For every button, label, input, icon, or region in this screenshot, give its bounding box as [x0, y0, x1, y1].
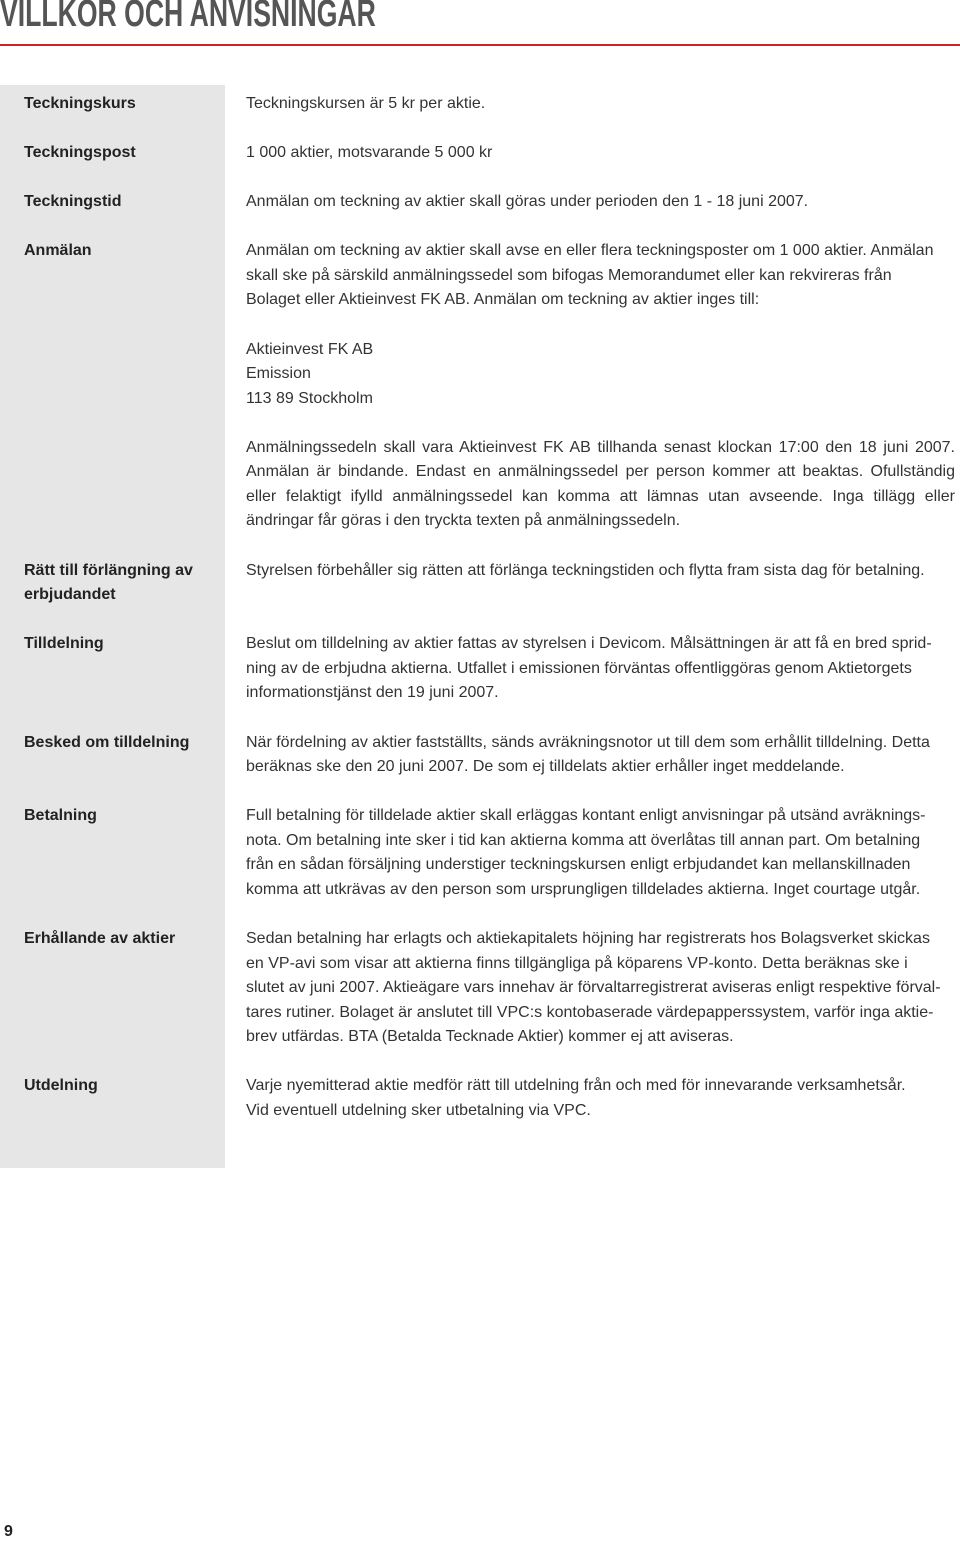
- term-label: Anmälan: [24, 242, 92, 260]
- paragraph: [246, 731, 955, 780]
- text-line: tares rutiner. Bolaget är anslutet till VPC:s kontobaserade värdepapperssystem, varför inga aktie-: [246, 1003, 934, 1021]
- text-line: Styrelsen förbehåller sig rätten att förlänga teckningstiden och flytta fram sista dag för betalning.: [246, 561, 925, 579]
- text-line: brev utfärdas. BTA (Betalda Tecknade Aktier) kommer ej att aviseras.: [246, 1028, 734, 1046]
- term-content: [246, 804, 955, 902]
- text-line: ning av de erbjudna aktierna. Utfallet i emissionen förväntas offentliggöras genom Aktietorgets: [246, 659, 912, 677]
- text-line: Anmälningssedeln skall vara Aktieinvest FK AB tillhanda senast klockan 17:00 den 18 juni 2007.: [246, 438, 955, 456]
- text-line: Bolaget eller Aktieinvest FK AB. Anmälan om teckning av aktier inges till:: [246, 291, 760, 309]
- paragraph: [246, 559, 955, 584]
- address-line: 113 89 Stockholm: [246, 389, 373, 407]
- term-content: [246, 141, 955, 166]
- term-row-tilldelning: [0, 632, 960, 706]
- term-row-teckningskurs: [0, 92, 960, 117]
- term-label: Teckningspost: [24, 144, 136, 162]
- term-content: [246, 731, 955, 780]
- term-row-anmalan: [0, 239, 960, 534]
- paragraph: [246, 1074, 955, 1123]
- text-line: Beslut om tilldelning av aktier fattas av styrelsen i Devicom. Målsättningen är att få en bred sprid-: [246, 635, 932, 653]
- page-number: 9: [4, 1523, 13, 1540]
- paragraph: [246, 190, 955, 215]
- page-title: VILLKOR OCH ANVISNINGAR: [0, 0, 376, 35]
- text-line: beräknas ske den 20 juni 2007. De som ej tilldelats aktier erhåller inget meddelande.: [246, 758, 845, 776]
- text-line: eller felaktigt ifylld anmälningssedel kan komma att lämnas utan avseende. Inga tillägg eller: [246, 487, 955, 505]
- paragraph: [246, 804, 955, 902]
- text-line: Anmälan om teckning av aktier skall göras under perioden den 1 - 18 juni 2007.: [246, 193, 809, 211]
- term-row-erhallande-av-aktier: [0, 927, 960, 1050]
- term-content: [246, 632, 955, 706]
- text-line: Vid eventuell utdelning sker utbetalning via VPC.: [246, 1101, 591, 1119]
- paragraph: [246, 92, 955, 117]
- text-line: från en sådan försäljning understiger teckningskursen enligt erbjudandet kan mellanskillnaden: [246, 856, 911, 874]
- term-content: [246, 1074, 955, 1123]
- term-row-betalning: [0, 804, 960, 902]
- paragraph: [246, 632, 955, 706]
- term-content: [246, 559, 955, 584]
- text-line: skall ske på särskild anmälningssedel som bifogas Memorandumet eller kan rekvireras från: [246, 266, 892, 284]
- term-content: [246, 927, 955, 1050]
- text-line: När fördelning av aktier fastställts, sänds avräkningsnotor ut till dem som erhållit tilldelning. Detta: [246, 733, 930, 751]
- term-label: Rätt till förlängning av erbjudandet: [24, 561, 193, 604]
- term-row-utdelning: [0, 1074, 960, 1123]
- text-line: Teckningskursen är 5 kr per aktie.: [246, 95, 486, 112]
- address-block: [246, 338, 955, 412]
- term-row-ratt-till-forlangning: [0, 559, 960, 608]
- text-line: Anmälan är bindande. Endast en anmälningssedel per person kommer att beaktas. Ofullständig: [246, 463, 955, 481]
- text-line: informationstjänst den 19 juni 2007.: [246, 684, 499, 702]
- text-line: 1 000 aktier, motsvarande 5 000 kr: [246, 144, 493, 162]
- term-label: Teckningstid: [24, 193, 122, 211]
- term-label: Betalning: [24, 807, 97, 825]
- term-label: Teckningskurs: [24, 95, 136, 112]
- term-row-teckningstid: [0, 190, 960, 215]
- text-line: ändringar får göras i den tryckta texten på anmälningssedeln.: [246, 512, 681, 530]
- term-label: Erhållande av aktier: [24, 929, 176, 947]
- term-content: [246, 239, 955, 534]
- term-content: [246, 190, 955, 215]
- text-line: komma att utkrävas av den person som ursprungligen tilldelades aktierna. Inget courtage utgår.: [246, 880, 921, 898]
- text-line: slutet av juni 2007. Aktieägare vars innehav är förvaltarregistrerat aviseras enligt respektive förval-: [246, 979, 941, 997]
- term-label: Besked om tilldelning: [24, 733, 190, 751]
- text-line: Varje nyemitterad aktie medför rätt till utdelning från och med för innevarande verksamhetsår.: [246, 1077, 906, 1095]
- term-row-besked-om-tilldelning: [0, 731, 960, 780]
- paragraph: [246, 239, 955, 313]
- text-line: Full betalning för tilldelade aktier skall erläggas kontant enligt anvisningar på utsänd avräknings-: [246, 807, 926, 825]
- text-line: en VP-avi som visar att aktierna finns tillgängliga på köparens VP-konto. Detta beräknas ske i: [246, 954, 908, 972]
- term-content: [246, 92, 955, 117]
- address-line: Emission: [246, 365, 311, 383]
- paragraph: [246, 141, 955, 166]
- term-row-teckningspost: [0, 141, 960, 166]
- text-line: Sedan betalning har erlagts och aktiekapitalets höjning har registrerats hos Bolagsverket skickas: [246, 929, 930, 947]
- address-line: Aktieinvest FK AB: [246, 340, 374, 358]
- text-line: nota. Om betalning inte sker i tid kan aktierna komma att överlåtas till annan part. Om betalning: [246, 831, 921, 849]
- text-line: Anmälan om teckning av aktier skall avse en eller flera teckningsposter om 1 000 aktier. Anmälan: [246, 242, 934, 260]
- term-label: Utdelning: [24, 1077, 98, 1095]
- title-rule: [0, 44, 960, 46]
- term-label: Tilldelning: [24, 635, 104, 653]
- terms-list: [0, 92, 960, 1148]
- paragraph: [246, 927, 955, 1050]
- paragraph: [246, 436, 955, 534]
